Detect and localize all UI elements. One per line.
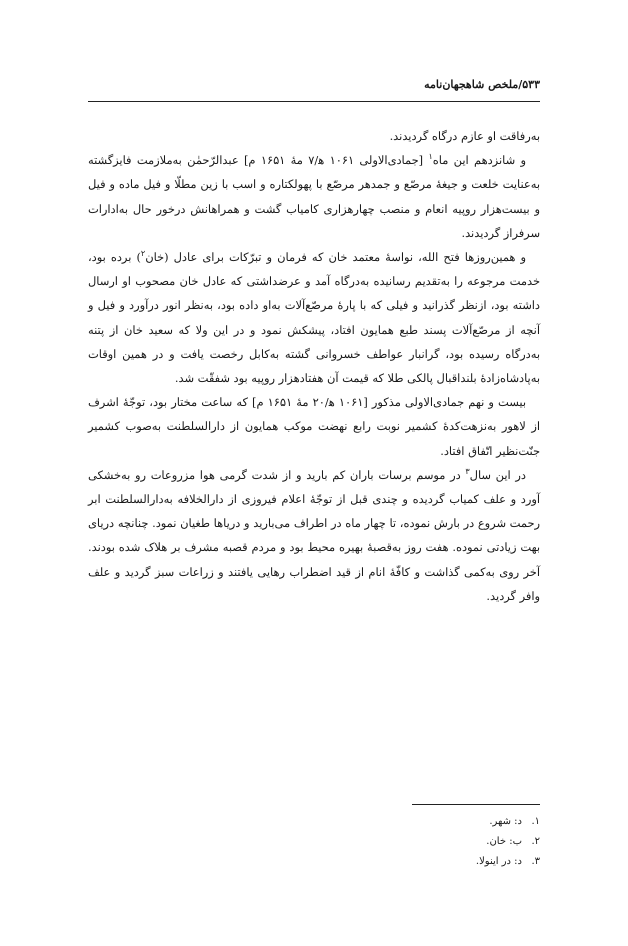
paragraph-5-part-a: در این سال bbox=[469, 467, 526, 482]
paragraph-3 bbox=[88, 245, 540, 390]
running-header bbox=[88, 78, 540, 100]
footnote-number: ۳. bbox=[531, 856, 540, 867]
paragraph-2-part-a: و شانزدهم این ماه bbox=[432, 153, 527, 168]
paragraph-5 bbox=[88, 463, 540, 608]
footnote-ref-2: ۲ bbox=[140, 249, 146, 259]
paragraph-3-part-a: و همین‌روزها فتح الله، نواسهٔ معتمد خان که فرمان و تبرّکات برای عادل (خان bbox=[145, 250, 526, 265]
footnote-divider bbox=[412, 804, 540, 805]
footnote-text: د: شهر. bbox=[489, 816, 522, 827]
paragraph-4: بیست و نهم جمادی‌الاولی مذکور [۱۰۶۱ ه‍/۲۰ مهٔ ۱۶۵۱ م] که ساعت مختار بود، توجّهٔ اشرف از لاهور به‌نزهت‌کدهٔ کشمیر نوبت رابع نهضت موکب همایون از دارالسلطنت به‌صوب کشمیر جنّت‌نظیر اتّفاق افتاد. bbox=[88, 395, 540, 458]
footnote-number: ۲. bbox=[531, 836, 540, 847]
footnote-ref-1: ۱ bbox=[428, 152, 433, 162]
footnote-text: ب: خان. bbox=[486, 836, 522, 847]
header-divider bbox=[88, 101, 540, 102]
paragraph-5-part-b: در موسم برسات باران کم بارید و از شدت گرمی هوا مزروعات رو به‌خشکی آورد و علف کمیاب گردیده و چندی قبل از توجّهٔ اعلام فیروزی از دارالخلافه به‌دارالسلطنت ابر رحمت شروع در بارش نموده، تا چهار ماه در اطراف می‌بارید و دریاها طغیان نمود. چنانچه دریای بهت زیادتی نموده. هفت روز به‌قصبهٔ بهیره محیط بود و مردم قصبه مشرف بر هلاک شده بودند. آخر روی به‌کمی گذاشت و کافّهٔ انام از قید اضطراب رهایی یافتند و زراعات سبز گردید و علف وافر گردید. bbox=[88, 467, 540, 603]
main-text bbox=[88, 124, 540, 608]
footnote-2 bbox=[330, 832, 540, 852]
paragraph-3-part-b: ) برده بود، خدمت مرجوعه را به‌تقدیم رسانیده به‌درگاه آمد و عرضداشتی که عادل خان مصحوب او ارسال داشته بود، ازنظر گذرانید و فیلی که با پارهٔ مرصّع‌آلات به‌او داده بود، به‌نظر انور درآورد و فیل و آنچه از مرصّع‌آلات پسند طبع همایون افتاد، پیشکش نمود و در این ولا که سعید خان از پتنه به‌درگاه رسیده بود، گرانبار عواطف خسروانی گشته به‌کابل رخصت یافت و در همین اوقات به‌پادشاه‌زادهٔ بلنداقبال پالکی طلا که قیمت آن هفتادهزار روپیه بود شفقّت شد. bbox=[88, 250, 540, 386]
paragraph-2-part-b: [جمادی‌الاولی ۱۰۶۱ ه‍/۷ مهٔ ۱۶۵۱ م] عبدالرّحمٰن به‌ملازمت فایزگشته به‌عنایت خلعت و جیغهٔ مرصّع و جمدهر مرصّع با پهولکتاره و اسب با زین مطلّا و فیل ماده و فیل و بیست‌هزار روپیه انعام و منصب چهارهزاری کامیاب گشت و همراهانش درخور حال به‌ادارات سرفراز گردیدند. bbox=[88, 153, 540, 240]
footnote-ref-3: ۳ bbox=[465, 467, 470, 477]
footnotes bbox=[330, 812, 540, 872]
paragraph-2 bbox=[88, 148, 540, 245]
footnote-text: د: در اینولا. bbox=[475, 856, 522, 867]
running-header-title: ۵۳۳/ملخص شاهجهان‌نامه bbox=[424, 78, 540, 91]
footnote-3 bbox=[330, 852, 540, 872]
footnote-number: ۱. bbox=[531, 816, 540, 827]
paragraph-1: به‌رفاقت او عازم درگاه گردیدند. bbox=[389, 129, 540, 143]
footnote-1 bbox=[330, 812, 540, 832]
